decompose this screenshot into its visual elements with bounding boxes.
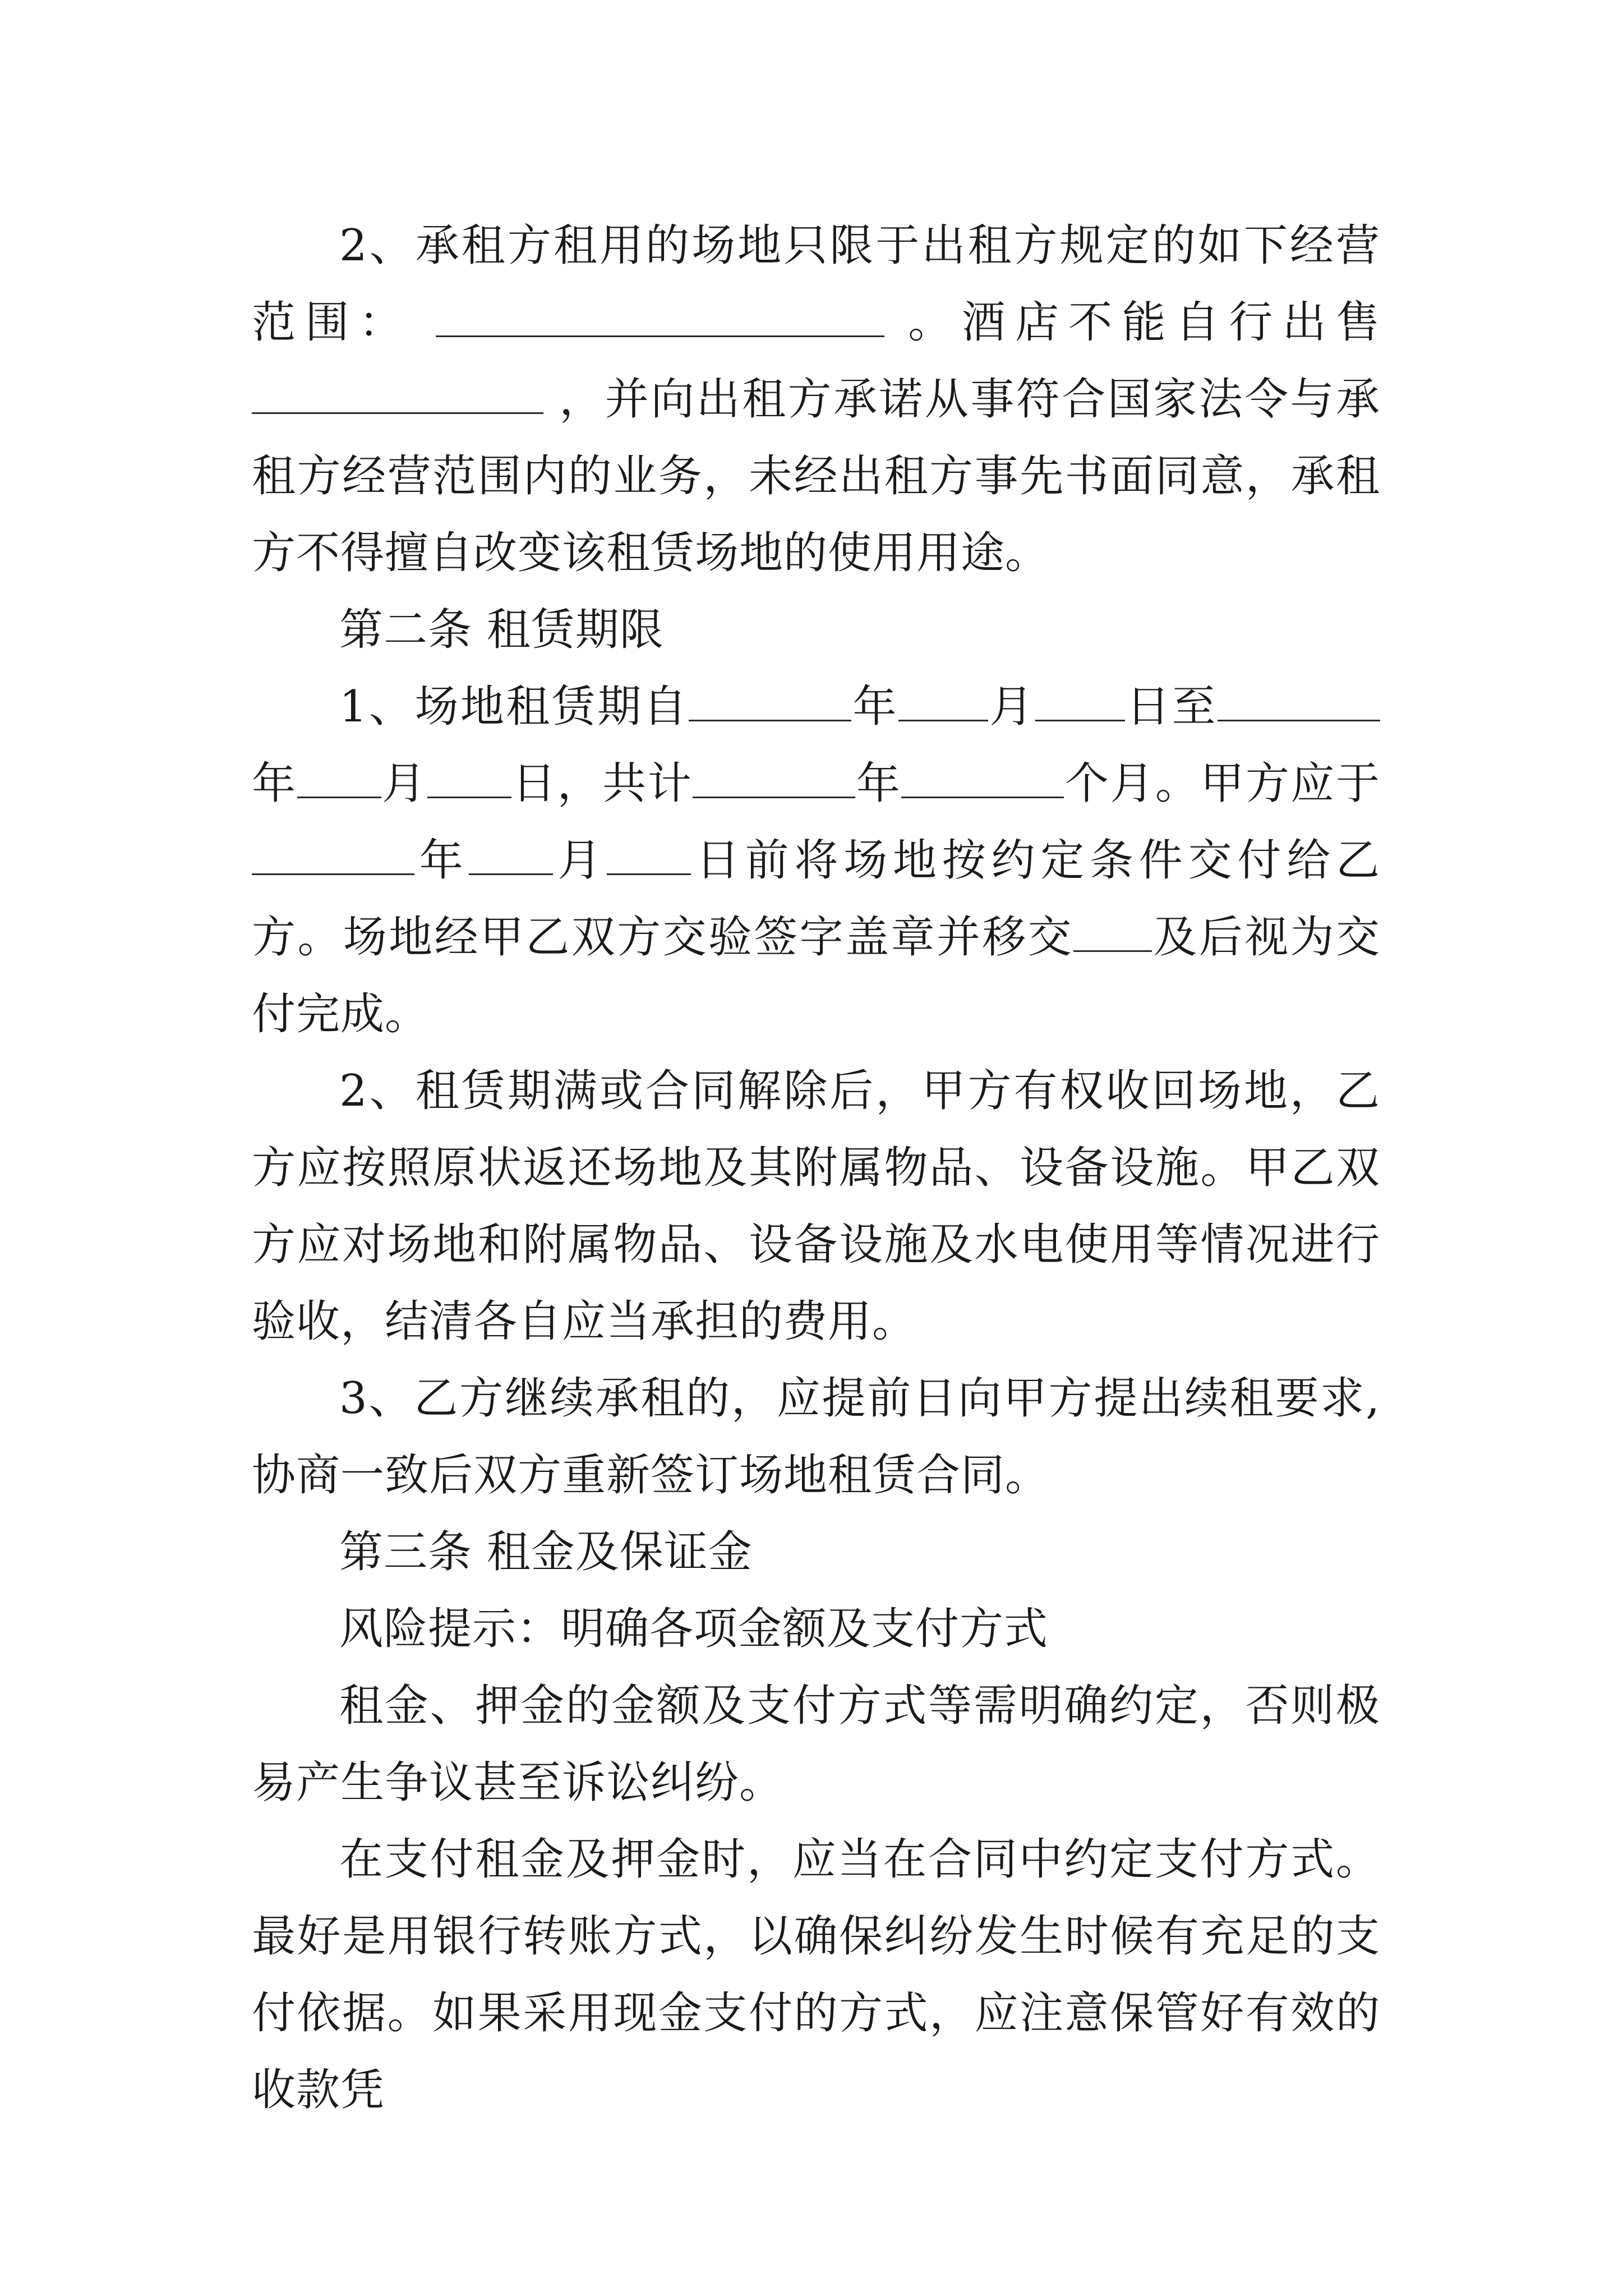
blank-handover-item xyxy=(1073,911,1152,952)
blank-end-month xyxy=(297,757,381,798)
blank-business-scope xyxy=(436,296,884,337)
paragraph-lease-end: 2、租赁期满或合同解除后，甲方有权收回场地，乙方应按照原状返还场地及其附属物品、设备设施。甲乙双方应对场地和附属物品、设备设施及水电使用等情况进行验收，结清各自应当承担的费用。 xyxy=(252,1066,1380,1347)
blank-prohibited-items xyxy=(252,373,543,414)
blank-delivery-month xyxy=(469,834,553,875)
paragraph-lease-term: 1、场地租赁期自 年 月 日至年 月 日，共计 年 个月。甲方应于年 月 日前将场地按约定条件交付给乙方。场地经甲乙双方交验签字盖章并移交 及后视为交付完成。 xyxy=(252,682,1380,1039)
blank-start-day xyxy=(1035,680,1125,721)
blank-end-day xyxy=(427,757,511,798)
contract-body xyxy=(252,208,1380,2129)
blank-total-months xyxy=(901,757,1064,798)
text-segment: ，并向出租方承诺从事符合国家法令与承租方经营范围内的业务，未经出租方事先书面同意，承租方不得擅自改变该租赁场地的使用用途。 xyxy=(252,374,1380,578)
paragraph-risk-detail: 租金、押金的金额及支付方式等需明确约定，否则极易产生争议甚至诉讼纠纷。 xyxy=(252,1681,1380,1808)
blank-end-year xyxy=(1218,680,1380,721)
text-segment: 。酒店不能自行出售 xyxy=(908,297,1380,348)
paragraph-renewal: 3、乙方继续承租的，应提前日向甲方提出续租要求,协商一致后双方重新签订场地租赁合同。 xyxy=(252,1373,1380,1501)
risk-tip-title: 风险提示：明确各项金额及支付方式 xyxy=(339,1604,1049,1654)
blank-start-month xyxy=(898,680,988,721)
paragraph-business-scope xyxy=(252,208,1380,592)
blank-delivery-day xyxy=(607,834,691,875)
heading-article-2: 第二条 租赁期限 xyxy=(339,605,664,655)
blank-delivery-year xyxy=(252,834,414,875)
heading-article-3: 第三条 租金及保证金 xyxy=(339,1527,753,1577)
blank-start-year xyxy=(689,680,851,721)
text-segment: 2、承租方租用的场地只限于出租方规定的如下经营范围： xyxy=(252,220,1380,348)
blank-total-years xyxy=(693,757,855,798)
paragraph-payment-method: 在支付租金及押金时，应当在合同中约定支付方式。最好是用银行转账方式，以确保纠纷发生时候有充足的支付依据。如果采用现金支付的方式，应注意保管好有效的收款凭 xyxy=(252,1834,1380,2115)
